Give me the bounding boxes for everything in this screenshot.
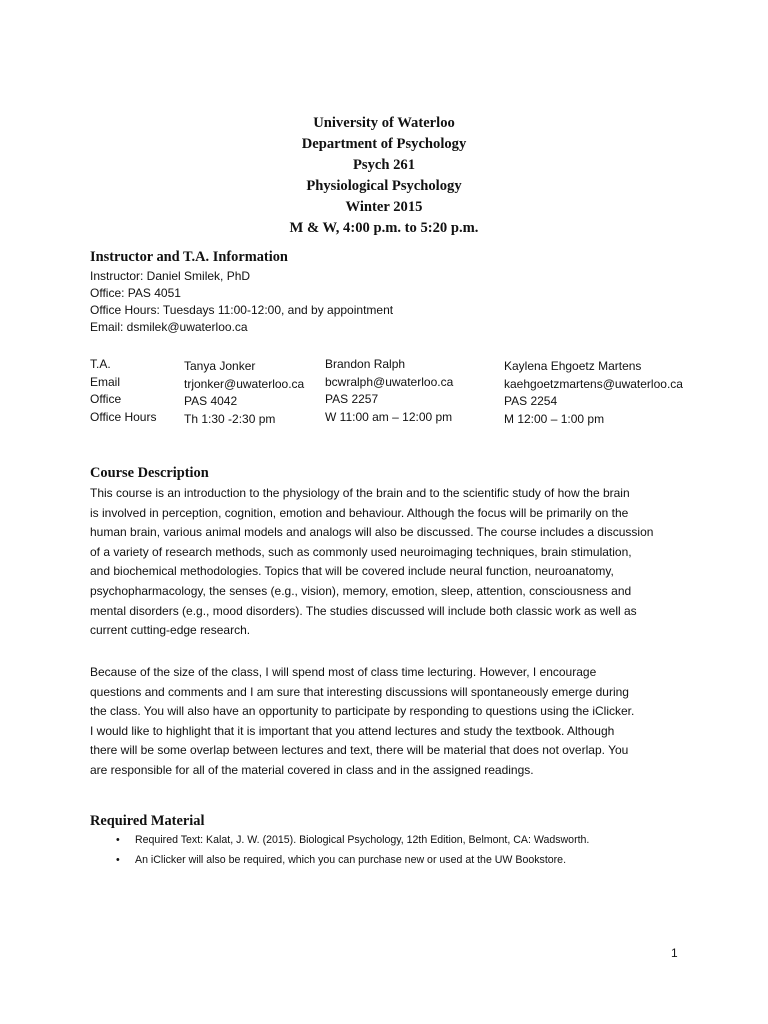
list-item bbox=[116, 850, 589, 870]
instructor-name: Instructor: Daniel Smilek, PhD bbox=[90, 269, 251, 283]
text-line: and biochemical methodologies. Topics that will be covered include neural function, neuroanatomy, bbox=[90, 564, 614, 579]
ta-name: Tanya Jonker bbox=[184, 359, 256, 373]
course-description-paragraph-1 bbox=[90, 484, 690, 641]
ta-email: kaehgoetzmartens@uwaterloo.ca bbox=[504, 376, 683, 391]
ta-office: PAS 2254 bbox=[504, 394, 558, 408]
ta-column-2 bbox=[325, 356, 453, 426]
course-title-block bbox=[0, 113, 768, 239]
ta-column-1 bbox=[184, 358, 304, 428]
ta-office: PAS 2257 bbox=[325, 392, 379, 406]
text-line: are responsible for all of the material covered in class and in the assigned readings. bbox=[90, 762, 534, 777]
ta-office: PAS 4042 bbox=[184, 394, 238, 408]
office-label: Office bbox=[90, 392, 122, 406]
instructor-info bbox=[90, 268, 393, 336]
text-line: questions and comments and I am sure that interesting discussions will spontaneously emerge during bbox=[90, 684, 629, 699]
text-line: current cutting-edge research. bbox=[90, 623, 251, 638]
text-line: I would like to highlight that it is important that you attend lectures and study the textbook. Although bbox=[90, 723, 615, 738]
text-line: Because of the size of the class, I will spend most of class time lecturing. However, I encourage bbox=[90, 665, 597, 679]
ta-labels-column bbox=[90, 356, 156, 426]
email-label: Email bbox=[90, 374, 121, 389]
department-name: Department of Psychology bbox=[301, 136, 467, 152]
course-description-heading: Course Description bbox=[90, 465, 209, 481]
bullet-icon: • bbox=[116, 834, 120, 846]
text-line: human brain, various animal models and analogs will also be discussed. The course includes a discussion bbox=[90, 525, 654, 540]
university-name: University of Waterloo bbox=[313, 115, 455, 131]
text-line: there will be some overlap between lectures and text, there will be material that does not overlap. You bbox=[90, 743, 629, 758]
ta-hours: Th 1:30 -2:30 pm bbox=[184, 411, 276, 426]
list-item-text: Required Text: Kalat, J. W. (2015). Biological Psychology, 12th Edition, Belmont, CA: Wadsworth. bbox=[135, 834, 590, 846]
course-code: Psych 261 bbox=[352, 157, 416, 173]
page-number: 1 bbox=[671, 946, 678, 960]
ta-label: T.A. bbox=[90, 357, 111, 371]
ta-column-3 bbox=[504, 358, 683, 428]
ta-name: Brandon Ralph bbox=[325, 357, 406, 371]
list-item-text: An iClicker will also be required, which you can purchase new or used at the UW Bookstore. bbox=[135, 854, 567, 866]
instructor-office-hours: Office Hours: Tuesdays 11:00-12:00, and by appointment bbox=[90, 303, 394, 317]
ta-name: Kaylena Ehgoetz Martens bbox=[504, 359, 642, 373]
ta-hours: M 12:00 – 1:00 pm bbox=[504, 411, 605, 426]
ta-email: bcwralph@uwaterloo.ca bbox=[325, 374, 454, 389]
instructor-heading: Instructor and T.A. Information bbox=[90, 249, 288, 265]
instructor-office: Office: PAS 4051 bbox=[90, 286, 181, 300]
instructor-email: Email: dsmilek@uwaterloo.ca bbox=[90, 320, 248, 334]
office-hours-label: Office Hours bbox=[90, 409, 157, 424]
ta-hours: W 11:00 am – 12:00 pm bbox=[325, 409, 453, 424]
ta-email: trjonker@uwaterloo.ca bbox=[184, 376, 305, 391]
term: Winter 2015 bbox=[345, 199, 423, 215]
text-line: of a variety of research methods, such as commonly used neuroimaging techniques, brain stimulation, bbox=[90, 544, 632, 559]
list-item bbox=[116, 830, 589, 850]
course-description-paragraph-2 bbox=[90, 663, 690, 781]
bullet-icon: • bbox=[116, 854, 120, 866]
text-line: This course is an introduction to the physiology of the brain and to the scientific study of how the brain bbox=[90, 486, 630, 500]
required-material-heading: Required Material bbox=[90, 813, 205, 829]
text-line: psychopharmacology, the senses (e.g., vision), memory, emotion, sleep, attention, consciousness and bbox=[90, 583, 632, 598]
text-line: is involved in perception, cognition, emotion and behaviour. Although the focus will be primarily on the bbox=[90, 505, 629, 520]
required-material-list bbox=[116, 830, 589, 870]
course-name: Physiological Psychology bbox=[306, 178, 462, 194]
schedule: M & W, 4:00 p.m. to 5:20 p.m. bbox=[289, 220, 479, 236]
text-line: mental disorders (e.g., mood disorders). The studies discussed will include both classic work as well as bbox=[90, 603, 637, 618]
text-line: the class. You will also have an opportunity to participate by responding to questions using the iClicker. bbox=[90, 704, 635, 719]
